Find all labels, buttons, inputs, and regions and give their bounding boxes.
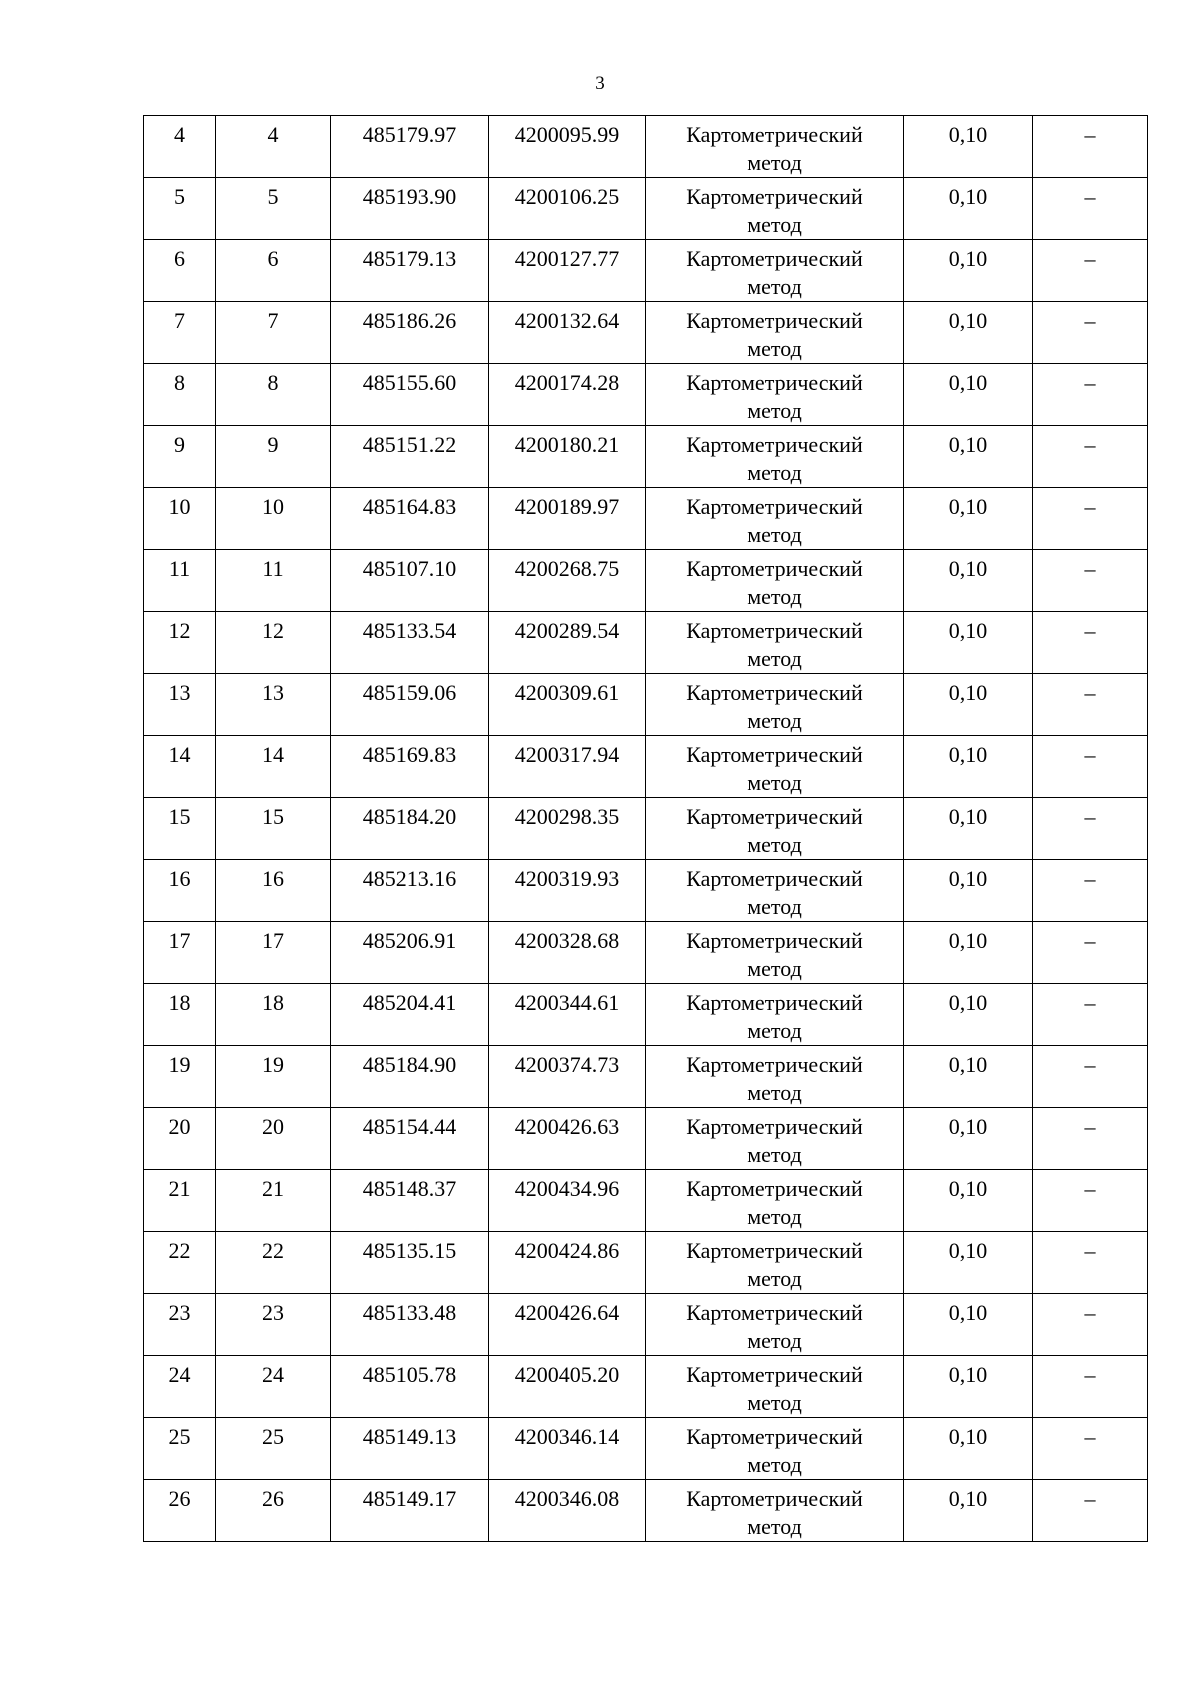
point-number-cell: 22 (144, 1232, 216, 1294)
method-line-2: метод (747, 212, 802, 237)
point-id-cell: 24 (216, 1356, 331, 1418)
accuracy-cell: 0,10 (904, 674, 1033, 736)
x-coordinate-cell: 485184.20 (331, 798, 489, 860)
note-cell: – (1033, 674, 1148, 736)
x-coordinate-cell: 485213.16 (331, 860, 489, 922)
method-cell (646, 1294, 904, 1356)
method-line-2: метод (747, 274, 802, 299)
point-id-cell: 8 (216, 364, 331, 426)
method-line-1: Картометрический (686, 1052, 863, 1077)
point-id-cell: 19 (216, 1046, 331, 1108)
accuracy-cell: 0,10 (904, 860, 1033, 922)
x-coordinate-cell: 485169.83 (331, 736, 489, 798)
x-coordinate-cell: 485107.10 (331, 550, 489, 612)
method-line-1: Картометрический (686, 122, 863, 147)
table-row (144, 1356, 1148, 1418)
y-coordinate-cell: 4200346.08 (489, 1480, 646, 1542)
x-coordinate-cell: 485133.48 (331, 1294, 489, 1356)
note-cell: – (1033, 1294, 1148, 1356)
method-line-2: метод (747, 150, 802, 175)
table-row (144, 1294, 1148, 1356)
note-cell: – (1033, 922, 1148, 984)
method-line-2: метод (747, 1514, 802, 1539)
point-number-cell: 12 (144, 612, 216, 674)
method-cell (646, 1480, 904, 1542)
y-coordinate-cell: 4200424.86 (489, 1232, 646, 1294)
table-row (144, 1170, 1148, 1232)
x-coordinate-cell: 485105.78 (331, 1356, 489, 1418)
note-cell: – (1033, 488, 1148, 550)
table-row (144, 550, 1148, 612)
accuracy-cell: 0,10 (904, 426, 1033, 488)
note-cell: – (1033, 364, 1148, 426)
method-line-1: Картометрический (686, 1362, 863, 1387)
y-coordinate-cell: 4200289.54 (489, 612, 646, 674)
point-number-cell: 7 (144, 302, 216, 364)
point-id-cell: 22 (216, 1232, 331, 1294)
table-body (144, 116, 1148, 1542)
note-cell: – (1033, 426, 1148, 488)
point-id-cell: 10 (216, 488, 331, 550)
point-number-cell: 15 (144, 798, 216, 860)
table-row (144, 1232, 1148, 1294)
point-number-cell: 14 (144, 736, 216, 798)
point-number-cell: 24 (144, 1356, 216, 1418)
method-line-1: Картометрический (686, 990, 863, 1015)
accuracy-cell: 0,10 (904, 736, 1033, 798)
y-coordinate-cell: 4200317.94 (489, 736, 646, 798)
point-number-cell: 11 (144, 550, 216, 612)
method-line-1: Картометрический (686, 494, 863, 519)
accuracy-cell: 0,10 (904, 612, 1033, 674)
note-cell: – (1033, 1046, 1148, 1108)
method-cell (646, 984, 904, 1046)
accuracy-cell: 0,10 (904, 116, 1033, 178)
method-line-1: Картометрический (686, 432, 863, 457)
accuracy-cell: 0,10 (904, 302, 1033, 364)
note-cell: – (1033, 240, 1148, 302)
y-coordinate-cell: 4200426.64 (489, 1294, 646, 1356)
method-line-2: метод (747, 1018, 802, 1043)
method-cell (646, 364, 904, 426)
table-row (144, 116, 1148, 178)
point-id-cell: 21 (216, 1170, 331, 1232)
table-row (144, 860, 1148, 922)
table-row (144, 1046, 1148, 1108)
point-id-cell: 14 (216, 736, 331, 798)
x-coordinate-cell: 485164.83 (331, 488, 489, 550)
method-cell (646, 612, 904, 674)
point-id-cell: 5 (216, 178, 331, 240)
point-number-cell: 26 (144, 1480, 216, 1542)
table-row (144, 736, 1148, 798)
point-id-cell: 18 (216, 984, 331, 1046)
point-id-cell: 23 (216, 1294, 331, 1356)
method-line-2: метод (747, 708, 802, 733)
point-number-cell: 13 (144, 674, 216, 736)
method-line-2: метод (747, 1080, 802, 1105)
accuracy-cell: 0,10 (904, 1170, 1033, 1232)
note-cell: – (1033, 736, 1148, 798)
table-row (144, 1418, 1148, 1480)
method-line-1: Картометрический (686, 308, 863, 333)
table-row (144, 426, 1148, 488)
method-line-1: Картометрический (686, 1176, 863, 1201)
table-row (144, 178, 1148, 240)
table-row (144, 922, 1148, 984)
x-coordinate-cell: 485135.15 (331, 1232, 489, 1294)
x-coordinate-cell: 485206.91 (331, 922, 489, 984)
note-cell: – (1033, 612, 1148, 674)
method-line-1: Картометрический (686, 246, 863, 271)
point-id-cell: 7 (216, 302, 331, 364)
accuracy-cell: 0,10 (904, 1418, 1033, 1480)
method-line-2: метод (747, 832, 802, 857)
method-line-1: Картометрический (686, 618, 863, 643)
point-id-cell: 12 (216, 612, 331, 674)
y-coordinate-cell: 4200328.68 (489, 922, 646, 984)
method-line-2: метод (747, 1390, 802, 1415)
point-number-cell: 8 (144, 364, 216, 426)
table-row (144, 1108, 1148, 1170)
table-row (144, 1480, 1148, 1542)
accuracy-cell: 0,10 (904, 798, 1033, 860)
method-line-2: метод (747, 584, 802, 609)
method-cell (646, 178, 904, 240)
method-cell (646, 240, 904, 302)
method-line-1: Картометрический (686, 866, 863, 891)
method-line-2: метод (747, 1266, 802, 1291)
accuracy-cell: 0,10 (904, 1480, 1033, 1542)
point-number-cell: 21 (144, 1170, 216, 1232)
point-number-cell: 6 (144, 240, 216, 302)
point-number-cell: 10 (144, 488, 216, 550)
method-line-1: Картометрический (686, 1300, 863, 1325)
note-cell: – (1033, 1356, 1148, 1418)
page-number: 3 (595, 73, 605, 94)
point-id-cell: 6 (216, 240, 331, 302)
method-line-1: Картометрический (686, 680, 863, 705)
x-coordinate-cell: 485151.22 (331, 426, 489, 488)
method-line-2: метод (747, 460, 802, 485)
note-cell: – (1033, 1418, 1148, 1480)
point-id-cell: 4 (216, 116, 331, 178)
y-coordinate-cell: 4200309.61 (489, 674, 646, 736)
method-cell (646, 488, 904, 550)
method-cell (646, 1232, 904, 1294)
method-line-2: метод (747, 894, 802, 919)
y-coordinate-cell: 4200434.96 (489, 1170, 646, 1232)
method-cell (646, 426, 904, 488)
point-id-cell: 16 (216, 860, 331, 922)
y-coordinate-cell: 4200426.63 (489, 1108, 646, 1170)
method-line-1: Картометрический (686, 1114, 863, 1139)
accuracy-cell: 0,10 (904, 1108, 1033, 1170)
point-id-cell: 13 (216, 674, 331, 736)
method-cell (646, 736, 904, 798)
method-cell (646, 860, 904, 922)
point-id-cell: 15 (216, 798, 331, 860)
point-number-cell: 23 (144, 1294, 216, 1356)
method-cell (646, 922, 904, 984)
method-cell (646, 302, 904, 364)
y-coordinate-cell: 4200127.77 (489, 240, 646, 302)
method-line-2: метод (747, 1328, 802, 1353)
method-cell (646, 1170, 904, 1232)
table-row (144, 302, 1148, 364)
accuracy-cell: 0,10 (904, 178, 1033, 240)
point-number-cell: 5 (144, 178, 216, 240)
point-number-cell: 18 (144, 984, 216, 1046)
method-line-1: Картометрический (686, 370, 863, 395)
y-coordinate-cell: 4200319.93 (489, 860, 646, 922)
note-cell: – (1033, 984, 1148, 1046)
note-cell: – (1033, 302, 1148, 364)
y-coordinate-cell: 4200344.61 (489, 984, 646, 1046)
table-row (144, 798, 1148, 860)
x-coordinate-cell: 485148.37 (331, 1170, 489, 1232)
x-coordinate-cell: 485186.26 (331, 302, 489, 364)
x-coordinate-cell: 485133.54 (331, 612, 489, 674)
x-coordinate-cell: 485159.06 (331, 674, 489, 736)
method-line-1: Картометрический (686, 742, 863, 767)
note-cell: – (1033, 1480, 1148, 1542)
y-coordinate-cell: 4200189.97 (489, 488, 646, 550)
note-cell: – (1033, 116, 1148, 178)
y-coordinate-cell: 4200298.35 (489, 798, 646, 860)
point-id-cell: 11 (216, 550, 331, 612)
accuracy-cell: 0,10 (904, 984, 1033, 1046)
x-coordinate-cell: 485193.90 (331, 178, 489, 240)
method-cell (646, 674, 904, 736)
method-line-2: метод (747, 336, 802, 361)
accuracy-cell: 0,10 (904, 1232, 1033, 1294)
table-row (144, 674, 1148, 736)
method-line-2: метод (747, 1142, 802, 1167)
y-coordinate-cell: 4200374.73 (489, 1046, 646, 1108)
x-coordinate-cell: 485155.60 (331, 364, 489, 426)
accuracy-cell: 0,10 (904, 364, 1033, 426)
method-line-1: Картометрический (686, 184, 863, 209)
y-coordinate-cell: 4200405.20 (489, 1356, 646, 1418)
accuracy-cell: 0,10 (904, 1046, 1033, 1108)
point-id-cell: 25 (216, 1418, 331, 1480)
point-number-cell: 9 (144, 426, 216, 488)
method-line-2: метод (747, 1204, 802, 1229)
y-coordinate-cell: 4200174.28 (489, 364, 646, 426)
point-number-cell: 4 (144, 116, 216, 178)
table-row (144, 240, 1148, 302)
table-row (144, 984, 1148, 1046)
method-line-1: Картометрический (686, 556, 863, 581)
method-line-1: Картометрический (686, 928, 863, 953)
note-cell: – (1033, 798, 1148, 860)
note-cell: – (1033, 1108, 1148, 1170)
table-row (144, 488, 1148, 550)
x-coordinate-cell: 485179.97 (331, 116, 489, 178)
note-cell: – (1033, 860, 1148, 922)
y-coordinate-cell: 4200346.14 (489, 1418, 646, 1480)
method-cell (646, 1356, 904, 1418)
method-cell (646, 1046, 904, 1108)
note-cell: – (1033, 178, 1148, 240)
x-coordinate-cell: 485179.13 (331, 240, 489, 302)
point-id-cell: 20 (216, 1108, 331, 1170)
y-coordinate-cell: 4200095.99 (489, 116, 646, 178)
method-line-1: Картометрический (686, 804, 863, 829)
method-line-2: метод (747, 522, 802, 547)
method-cell (646, 1418, 904, 1480)
x-coordinate-cell: 485154.44 (331, 1108, 489, 1170)
point-id-cell: 17 (216, 922, 331, 984)
method-line-2: метод (747, 398, 802, 423)
coordinates-table (143, 115, 1148, 1542)
method-line-2: метод (747, 1452, 802, 1477)
y-coordinate-cell: 4200132.64 (489, 302, 646, 364)
accuracy-cell: 0,10 (904, 488, 1033, 550)
y-coordinate-cell: 4200106.25 (489, 178, 646, 240)
accuracy-cell: 0,10 (904, 922, 1033, 984)
point-number-cell: 20 (144, 1108, 216, 1170)
x-coordinate-cell: 485184.90 (331, 1046, 489, 1108)
method-line-2: метод (747, 770, 802, 795)
accuracy-cell: 0,10 (904, 1294, 1033, 1356)
table-row (144, 364, 1148, 426)
method-line-2: метод (747, 646, 802, 671)
point-number-cell: 17 (144, 922, 216, 984)
y-coordinate-cell: 4200180.21 (489, 426, 646, 488)
method-line-2: метод (747, 956, 802, 981)
method-line-1: Картометрический (686, 1238, 863, 1263)
accuracy-cell: 0,10 (904, 240, 1033, 302)
method-cell (646, 1108, 904, 1170)
method-line-1: Картометрический (686, 1424, 863, 1449)
table-row (144, 612, 1148, 674)
method-line-1: Картометрический (686, 1486, 863, 1511)
x-coordinate-cell: 485149.13 (331, 1418, 489, 1480)
x-coordinate-cell: 485204.41 (331, 984, 489, 1046)
point-number-cell: 19 (144, 1046, 216, 1108)
y-coordinate-cell: 4200268.75 (489, 550, 646, 612)
accuracy-cell: 0,10 (904, 1356, 1033, 1418)
x-coordinate-cell: 485149.17 (331, 1480, 489, 1542)
method-cell (646, 116, 904, 178)
note-cell: – (1033, 1170, 1148, 1232)
accuracy-cell: 0,10 (904, 550, 1033, 612)
point-id-cell: 26 (216, 1480, 331, 1542)
method-cell (646, 798, 904, 860)
note-cell: – (1033, 550, 1148, 612)
point-number-cell: 25 (144, 1418, 216, 1480)
point-number-cell: 16 (144, 860, 216, 922)
point-id-cell: 9 (216, 426, 331, 488)
method-cell (646, 550, 904, 612)
note-cell: – (1033, 1232, 1148, 1294)
